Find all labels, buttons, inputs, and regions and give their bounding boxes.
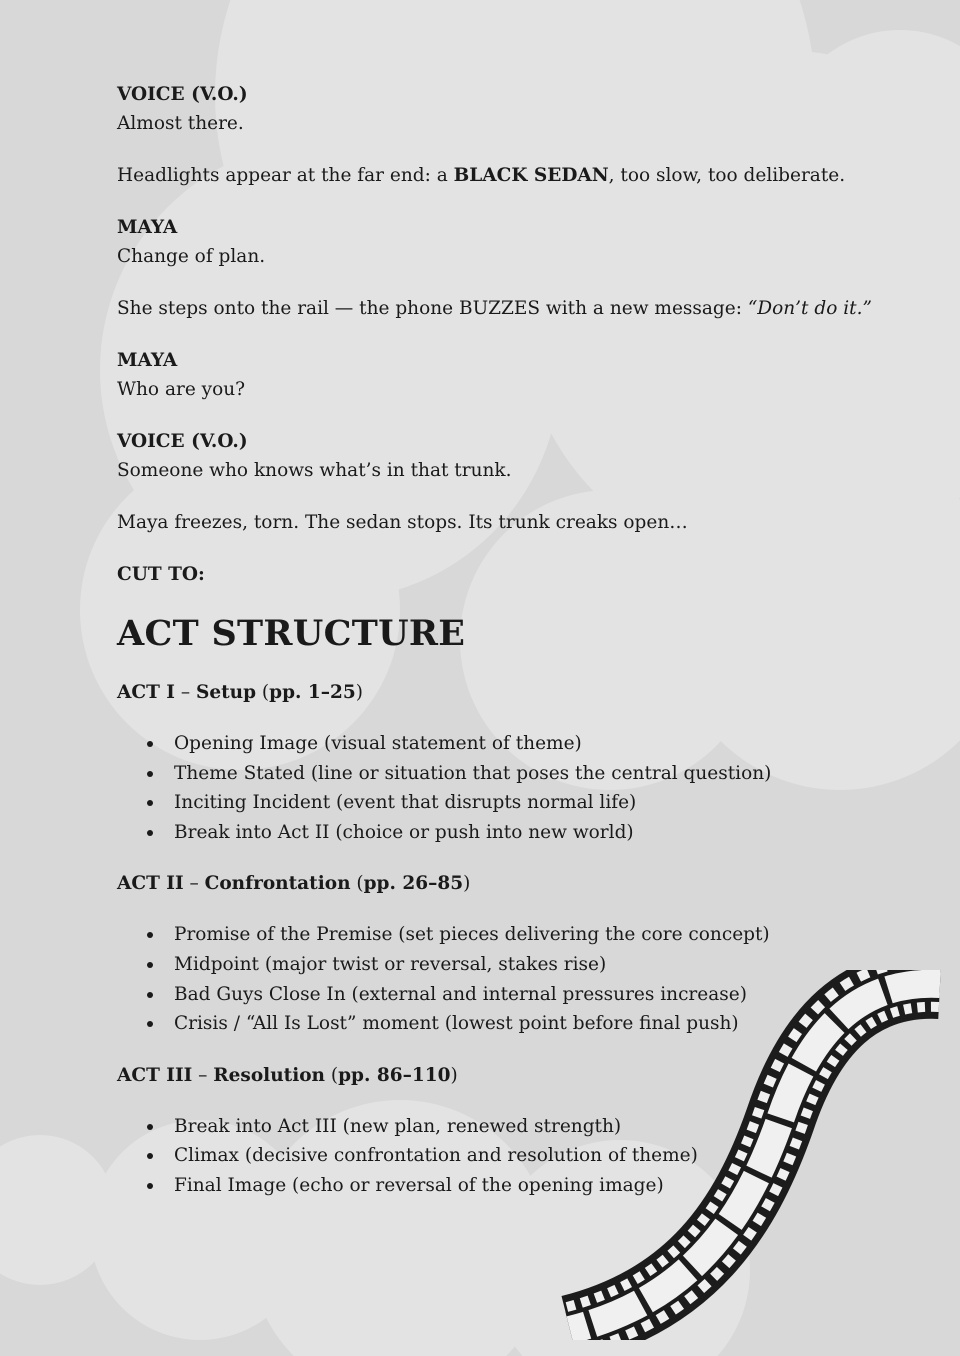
act-name: Resolution	[213, 1064, 326, 1086]
action-emphasis: BLACK SEDAN	[453, 165, 609, 186]
beat-list	[117, 729, 877, 847]
act-label: ACT III	[117, 1064, 193, 1086]
character-name: VOICE (V.O.)	[117, 431, 248, 452]
beat-item: Break into Act II (choice or push into new world)	[147, 818, 877, 848]
beat-list	[117, 1112, 877, 1201]
act-separator: –	[183, 873, 205, 895]
transition: CUT TO:	[117, 564, 205, 585]
beat-item: Midpoint (major twist or reversal, stakes rise)	[147, 950, 877, 980]
beat-item: Break into Act III (new plan, renewed strength)	[147, 1112, 877, 1142]
beat-item: Climax (decisive confrontation and resolution of theme)	[147, 1141, 877, 1171]
character-name: MAYA	[117, 217, 178, 238]
act-pages: pp. 1–25	[269, 682, 356, 703]
paren-close: )	[450, 1064, 458, 1086]
dialogue-line: Change of plan.	[117, 246, 266, 267]
act-name: Setup	[195, 682, 257, 703]
dialogue-block	[117, 346, 877, 404]
character-name: MAYA	[117, 350, 178, 371]
beat-item: Opening Image (visual statement of theme)	[147, 729, 877, 759]
paren-open: (	[256, 682, 270, 703]
dialogue-block	[117, 213, 877, 271]
section-heading: ACT STRUCTURE	[117, 613, 466, 654]
paren-close: )	[463, 873, 471, 895]
paren-open: (	[325, 1064, 339, 1086]
paren-open: (	[350, 873, 364, 895]
action-line	[117, 161, 877, 190]
beat-item: Promise of the Premise (set pieces delivering the core concept)	[147, 920, 877, 950]
paren-close: )	[355, 682, 363, 703]
act-name: Confrontation	[204, 873, 351, 895]
dialogue-block	[117, 427, 877, 485]
act-label: ACT II	[117, 873, 184, 895]
beat-item: Theme Stated (line or situation that poses the central question)	[147, 759, 877, 789]
beat-list	[117, 920, 877, 1038]
action-text: She steps onto the rail — the phone BUZZES with a new message:	[117, 298, 748, 319]
dialogue-block	[117, 80, 877, 138]
dialogue-line: Who are you?	[117, 379, 246, 400]
dialogue-line: Almost there.	[117, 113, 244, 134]
screenplay-page	[117, 80, 877, 1223]
dialogue-line: Someone who knows what’s in that trunk.	[117, 460, 512, 481]
action-line	[117, 294, 877, 323]
beat-item: Inciting Incident (event that disrupts normal life)	[147, 788, 877, 818]
beat-item: Crisis / “All Is Lost” moment (lowest point before final push)	[147, 1009, 877, 1039]
act-pages: pp. 26–85	[363, 873, 464, 895]
beat-item: Final Image (echo or reversal of the opening image)	[147, 1171, 877, 1201]
act-separator: –	[174, 682, 196, 703]
act-title	[117, 869, 877, 898]
action-text: Headlights appear at the far end: a	[117, 165, 454, 186]
act-separator: –	[192, 1064, 214, 1086]
character-name: VOICE (V.O.)	[117, 84, 248, 105]
act-title	[117, 1061, 877, 1090]
act-pages: pp. 86–110	[338, 1064, 451, 1086]
message-text: “Don’t do it.”	[747, 298, 872, 319]
action-text: , too slow, too deliberate.	[608, 165, 846, 186]
act-title	[117, 678, 877, 707]
action-line: Maya freezes, torn. The sedan stops. Its trunk creaks open…	[117, 512, 688, 533]
act-label: ACT I	[117, 682, 175, 703]
beat-item: Bad Guys Close In (external and internal pressures increase)	[147, 980, 877, 1010]
